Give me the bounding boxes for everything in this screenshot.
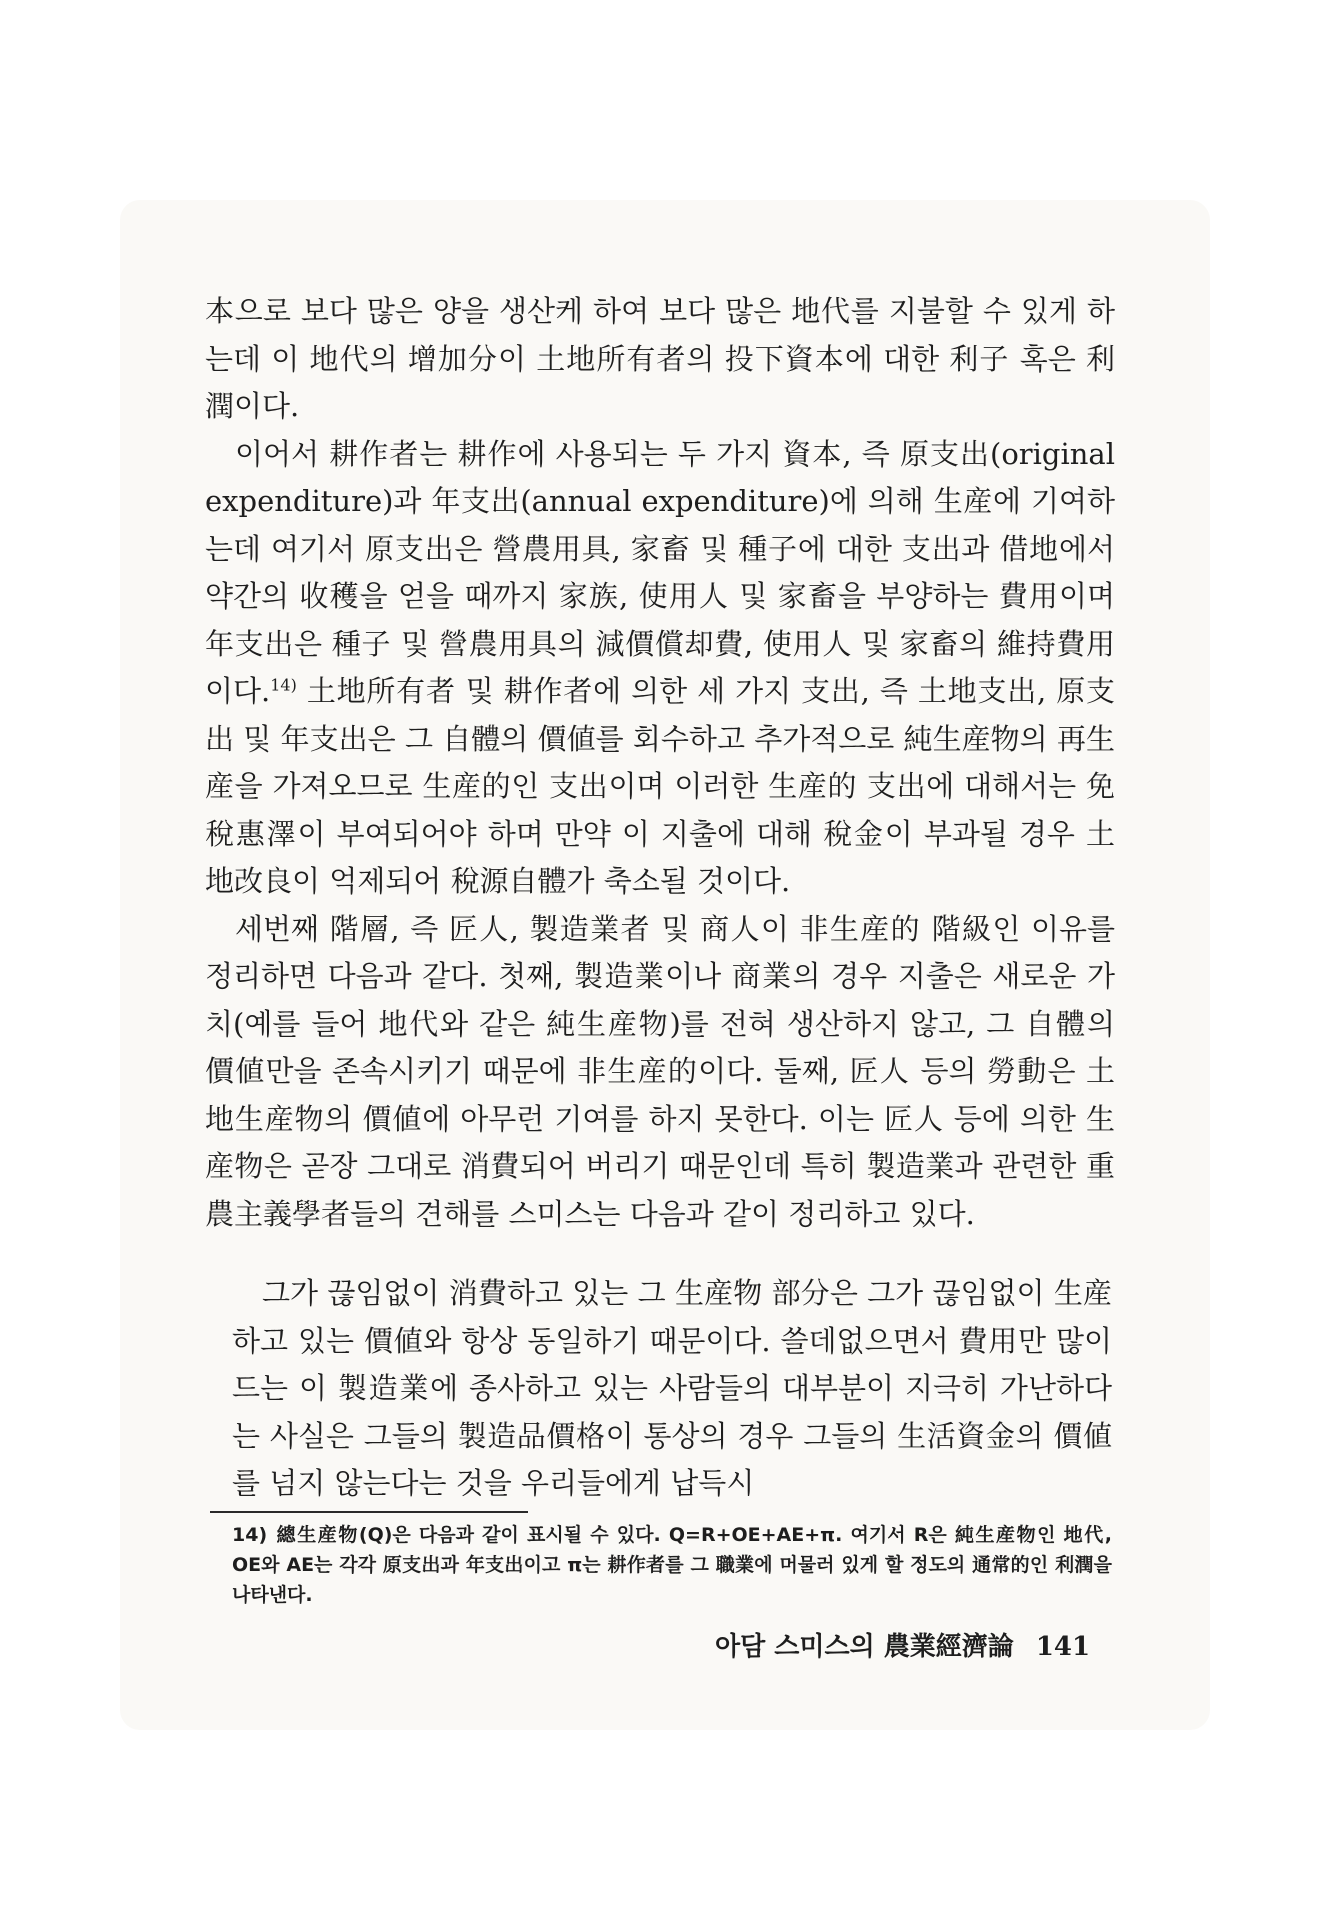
footnote-number: 14) (232, 1524, 268, 1546)
paragraph-continuation: 本으로 보다 많은 양을 생산케 하여 보다 많은 地代를 지불할 수 있게 하는데 이 地代의 增加分이 土地所有者의 投下資本에 대한 利子 혹은 利潤이다. (205, 294, 1115, 423)
paragraph-expenditures (205, 431, 1115, 906)
running-footer (715, 1626, 1095, 1663)
paragraph-third-class: 세번째 階層, 즉 匠人, 製造業者 및 商人이 非生産的 階級인 이유를 정리하면 다음과 같다. 첫째, 製造業이나 商業의 경우 지출은 새로운 가치(예를 들어 地代와 같은 純生産物)를 전혀 생산하지 않고, 그 自體의 價値만을 존속시키기 때문에 非生産的이다. 둘째, 匠人 등의 勞動은 土地生産物의 價値에 아무런 기여를 하지 못한다. 이는 匠人 등에 의한 生産物은 곧장 그대로 消費되어 버리기 때문인데 특히 製造業과 관련한 重農主義學者들의 견해를 스미스는 다음과 같이 정리하고 있다. (205, 911, 1115, 1231)
paragraph-text: 이어서 耕作者는 耕作에 사용되는 두 가지 資本, 즉 原支出(original expenditure)과 年支出(annual expenditure)에 의해 生産에 기여하는데 여기서 原支出은 營農用具, 家畜 및 種子에 대한 支出과 借地에서 약간의 收穫을 얻을 때까지 家族, 使用人 및 家畜을 부양하는 費用이며 年支出은 種子 및 營農用具의 減價償却費, 使用人 및 家畜의 維持費用이다. (205, 436, 1115, 708)
footnote (232, 1520, 1112, 1610)
footnote-text: 總生産物(Q)은 다음과 같이 표시될 수 있다. Q=R+OE+AE+π. 여기서 R은 純生産物인 地代, OE와 AE는 각각 原支出과 年支出이고 π는 耕作者를 그 職業에 머물러 있게 할 정도의 通常的인 利潤을 나타낸다. (232, 1524, 1112, 1606)
page-number: 141 (1035, 1632, 1091, 1662)
main-body (205, 288, 1115, 1238)
block-quote (232, 1270, 1112, 1508)
quote-paragraph: 그가 끊임없이 消費하고 있는 그 生産物 部分은 그가 끊임없이 生産하고 있는 價値와 항상 동일하기 때문이다. 쓸데없으면서 費用만 많이 드는 이 製造業에 종사하고 있는 사람들의 대부분이 지극히 가난하다는 사실은 그들의 製造品價格이 통상의 경우 그들의 生活資金의 價値를 넘지 않는다는 것을 우리들에게 납득시 (232, 1276, 1112, 1500)
paragraph-text: 土地所有者 및 耕作者에 의한 세 가지 支出, 즉 土地支出, 原支出 및 年支出은 그 自體의 價値를 회수하고 추가적으로 純生産物의 再生産을 가져오므로 生産的인 支出이며 이러한 生産的 支出에 대해서는 免稅惠澤이 부여되어야 하며 만약 이 지출에 대해 稅金이 부과될 경우 土地改良이 억제되어 稅源自體가 축소될 것이다. (205, 674, 1115, 898)
footnote-divider (210, 1511, 528, 1513)
footnote-reference: 14) (270, 675, 297, 695)
running-title: 아담 스미스의 農業經濟論 (715, 1632, 1014, 1662)
